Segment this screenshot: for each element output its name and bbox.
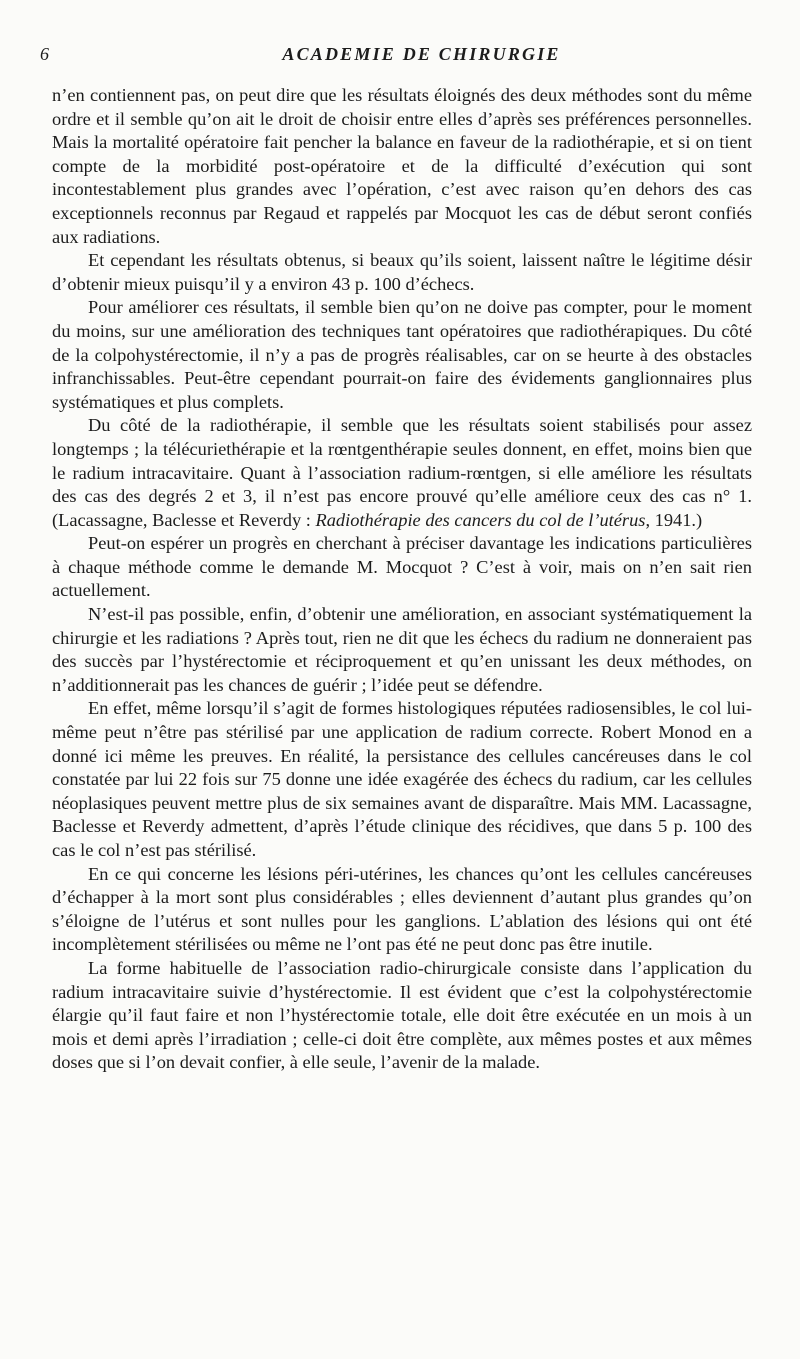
paragraph-4-text-end: , 1941.) bbox=[645, 509, 703, 530]
paragraph-8: En ce qui concerne les lésions péri-utérines, les chances qu’ont les cellules cancéreuses d’échapper à la mort sont plus considérables ; elles deviennent d’autant plus grandes qu’on s’éloigne de l’utérus et sont nulles pour les ganglions. L’ablation des lésions qui ont été incomplètement stérilisées ou même ne l’ont pas été ne peut donc pas être inutile. bbox=[52, 863, 752, 955]
paragraph-3: Pour améliorer ces résultats, il semble bien qu’on ne doive pas compter, pour le moment du moins, sur une amélioration des techniques tant opératoires que radiothérapiques. Du côté de la colpohystérectomie, il n’y a pas de progrès réalisables, car on se heurte à des obstacles infranchissables. Peut-être cependant pourrait-on faire des évidements ganglionnaires plus systématiques et plus complets. bbox=[52, 297, 752, 412]
running-title: ACADEMIE DE CHIRURGIE bbox=[282, 44, 561, 64]
paragraph-2: Et cependant les résultats obtenus, si beaux qu’ils soient, laissent naître le légitime désir d’obtenir mieux puisqu’il y a environ 43 p. 100 d’échecs. bbox=[52, 250, 752, 294]
paragraph-9: La forme habituelle de l’association radio-chirurgicale consiste dans l’application du radium intracavitaire suivie d’hystérectomie. Il est évident que c’est la colpohystérectomie élargie qu’il faut faire et non l’hystérectomie totale, elle doit être exécutée en un mois à un mois et demi après l’irradiation ; celle-ci doit être complète, aux mêmes postes et aux mêmes doses que si l’on devait confier, à elle seule, l’avenir de la malade. bbox=[52, 957, 752, 1073]
body-text bbox=[52, 84, 752, 1075]
page-number: 6 bbox=[40, 44, 49, 64]
page-header bbox=[40, 40, 755, 70]
paragraph-5: Peut-on espérer un progrès en cherchant à préciser davantage les indications particulières à chaque méthode comme le demande M. Mocquot ? C’est à voir, mais on n’en sait rien actuellement. bbox=[52, 533, 752, 601]
paragraph-7: En effet, même lorsqu’il s’agit de formes histologiques réputées radiosensibles, le col lui-même peut n’être pas stérilisé par une application de radium correcte. Robert Monod en a donné ici même les preuves. En réalité, la persistance des cellules cancéreuses dans le col constatée par lui 22 fois sur 75 donne une idée exagérée des échecs du radium, car les cellules néoplasiques peuvent mettre plus de six semaines avant de disparaître. Mais MM. Lacassagne, Baclesse et Reverdy admettent, d’après l’étude clinique des récidives, que dans 5 p. 100 des cas le col n’est pas stérilisé. bbox=[52, 698, 752, 860]
book-title-citation: Radiothérapie des cancers du col de l’utérus bbox=[315, 509, 646, 530]
paragraph-6: N’est-il pas possible, enfin, d’obtenir une amélioration, en associant systématiquement la chirurgie et les radiations ? Après tout, rien ne dit que les échecs du radium ne donneraient pas des succès par l’hystérectomie et réciproquement et qu’en unissant les deux méthodes, on n’additionnerait pas les chances de guérir ; l’idée peut se défendre. bbox=[52, 604, 752, 695]
paragraph-4-text: Du côté de la radiothérapie, il semble que les résultats soient stabilisés pour assez longtemps ; la télécuriethérapie et la rœntgenthérapie seules donnent, en effet, moins bien que le radium intracavitaire. Quant à l’association radium-rœntgen, si elle améliore les résultats des cas des degrés 2 et 3, il n’est pas encore prouvé qu’elle améliore ceux des cas n° 1. (Lacassagne, Baclesse et Reverdy : bbox=[52, 415, 752, 530]
paragraph-4 bbox=[52, 414, 752, 532]
paragraph-1: n’en contiennent pas, on peut dire que les résultats éloignés des deux méthodes sont du même ordre et il semble qu’on ait le droit de choisir entre elles d’après ses préférences personnelles. Mais la mortalité opératoire fait pencher la balance en faveur de la radiothérapie, et si on tient compte de la morbidité post-opératoire et de la difficulté d’exécution qui sont incontestablement plus grandes avec l’opération, c’est avec raison qu’en dehors des cas exceptionnels reconnus par Regaud et rappelés par Mocquot les cas de début seront confiés aux radiations. bbox=[52, 85, 752, 247]
